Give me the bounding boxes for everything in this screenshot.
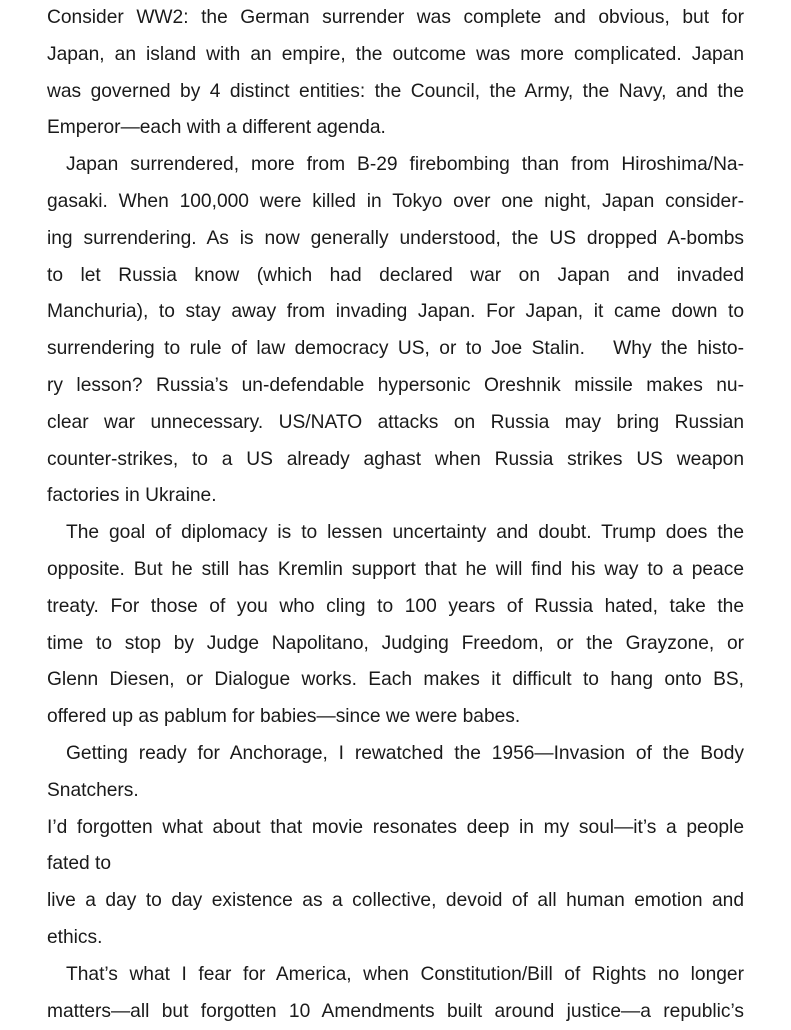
- text-line: matters—all but forgotten 10 Amendments built around justice—a republic’s: [47, 1000, 744, 1022]
- text-line: fated to: [47, 853, 112, 875]
- text-line: to let Russia know (which had declared war on Japan and invaded: [47, 264, 744, 286]
- text-line: Japan surrendered, more from B-29 firebombing than from Hiroshima/Na-: [66, 154, 744, 176]
- text-line: Emperor—each with a different agenda.: [47, 117, 386, 139]
- text-line: Getting ready for Anchorage, I rewatched the 1956—Invasion of the Body: [66, 742, 744, 764]
- text-line: ry lesson? Russia’s un-defendable hypersonic Oreshnik missile makes nu-: [47, 374, 744, 396]
- text-line: was governed by 4 distinct entities: the Council, the Army, the Navy, and the: [47, 80, 744, 102]
- text-line: Manchuria), to stay away from invading Japan. For Japan, it came down to: [47, 301, 744, 323]
- paragraph-ww2-intro: [47, 0, 744, 147]
- paragraph-fear-for-america: [47, 957, 744, 1030]
- text-line: Consider WW2: the German surrender was complete and obvious, but for: [47, 7, 744, 28]
- text-line: Japan, an island with an empire, the outcome was more complicated. Japan: [47, 43, 744, 65]
- paragraph-collective-existence: [47, 883, 744, 957]
- text-line: factories in Ukraine.: [47, 485, 217, 507]
- text-line: That’s what I fear for America, when Constitution/Bill of Rights no longer: [66, 963, 744, 985]
- paragraph-japan-surrender: [47, 147, 744, 515]
- text-line: live a day to day existence as a collective, devoid of all human emotion and: [47, 890, 744, 912]
- text-line: treaty. For those of you who cling to 100 years of Russia hated, take the: [47, 595, 744, 617]
- text-line: I’d forgotten what about that movie resonates deep in my soul—it’s a people: [47, 816, 744, 838]
- text-line: clear war unnecessary. US/NATO attacks on Russia may bring Russian: [47, 411, 744, 433]
- document-page: [47, 0, 744, 1030]
- text-line: Glenn Diesen, or Dialogue works. Each makes it difficult to hang onto BS,: [47, 669, 744, 691]
- text-line: The goal of diplomacy is to lessen uncertainty and doubt. Trump does the: [66, 522, 744, 544]
- paragraph-movie-resonance: [47, 810, 744, 884]
- text-line: time to stop by Judge Napolitano, Judging Freedom, or the Grayzone, or: [47, 632, 744, 654]
- text-line: surrendering to rule of law democracy US, or to Joe Stalin. Why the histo-: [47, 338, 744, 360]
- text-line: ing surrendering. As is now generally understood, the US dropped A-bombs: [47, 227, 744, 249]
- text-line: ethics.: [47, 926, 103, 948]
- text-line: gasaki. When 100,000 were killed in Tokyo over one night, Japan consider-: [47, 190, 744, 212]
- text-line: offered up as pablum for babies—since we were babes.: [47, 706, 521, 728]
- paragraph-diplomacy: [47, 515, 744, 736]
- text-line: counter-strikes, to a US already aghast when Russia strikes US weapon: [47, 448, 744, 470]
- text-line: opposite. But he still has Kremlin support that he will find his way to a peace: [47, 558, 744, 580]
- paragraph-anchorage: [47, 736, 744, 810]
- text-line: Snatchers.: [47, 779, 139, 801]
